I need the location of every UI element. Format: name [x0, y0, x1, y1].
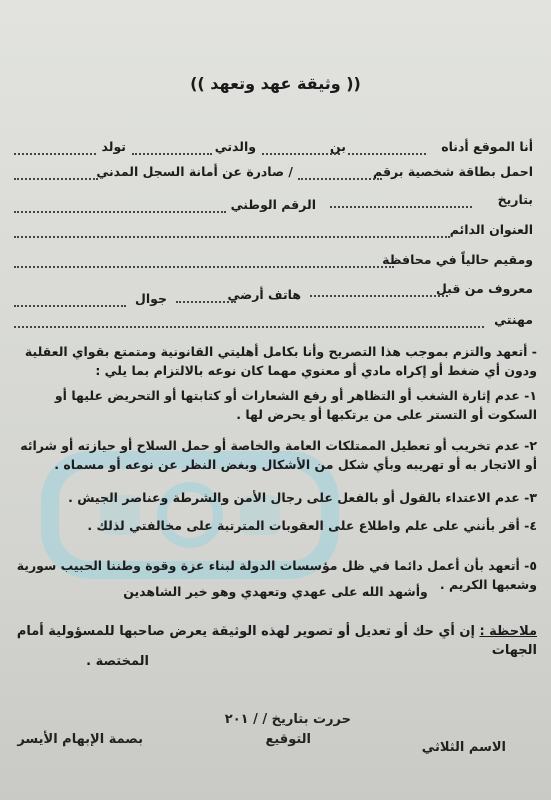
date-label: بتاريخ: [497, 192, 533, 207]
job-label: مهنتي: [494, 312, 533, 327]
commitment-item-1: ١- عدم إثارة الشغب أو التظاهر أو رفع الشعارات أو كتابتها أو التحريض عليها أو السكوت أو التستر على من يرتكبها أو يحرض لها .: [54, 388, 537, 422]
signer-label: أنا الموقع أدناه: [441, 139, 533, 154]
registry-blank: [14, 178, 98, 180]
commitment-item-3: ٣- عدم الاعتداء بالقول أو بالفعل على رجال الأمن والشرطة وعناصر الجيش .: [68, 490, 537, 505]
commitment-item-2: ٢- عدم تخريب أو تعطيل الممتلكات العامة والخاصة أو حمل السلاح أو حيازته أو شرائه أو الاتجار به أو تهريبه وبأي شكل من الأشكال وبغض النظر عن نوعه أو مسماه .: [20, 438, 537, 472]
issued-label: / صادرة عن أمانة السجل المدني: [96, 164, 293, 179]
address-blank: [14, 236, 450, 238]
commitment-item-5: ٥- أتعهد بأن أعمل دائما في ظل مؤسسات الدولة لبناء عزة وقوة وطننا الحبيب سورية وشعبها الكريم .: [16, 558, 537, 592]
note-text-continued: المختصة .: [86, 654, 149, 669]
residing-label: ومقيم حالياً في محافظة: [382, 252, 533, 267]
date-blank: [330, 206, 472, 208]
father-blank: [262, 153, 340, 155]
known-by-blank: [310, 295, 448, 297]
signature-label: التوقيع: [265, 732, 311, 747]
name-blank: [348, 153, 426, 155]
thumbprint-label: بصمة الإبهام الأيسر: [17, 732, 143, 747]
national-no-blank: [14, 211, 226, 213]
landline-blank: [176, 301, 236, 303]
residence-blank: [14, 266, 394, 268]
mobile-blank: [14, 305, 126, 307]
document-title: (( وثيقة عهد وتعهد )): [190, 74, 361, 93]
mobile-label: جوال: [135, 291, 167, 306]
note-label: ملاحظة :: [479, 624, 537, 639]
issued-date-line: حررت بتاريخ / / ٢٠١: [224, 712, 351, 727]
full-name-label: الاسم الثلاثي: [421, 740, 506, 755]
born-label: تولد: [101, 139, 126, 154]
id-number-blank: [298, 178, 382, 180]
mother-label: والدتي: [214, 139, 256, 154]
commitment-item-4: ٤- أقر بأنني على علم واطلاع على العقوبات المترتبة على مخالفتي لذلك .: [87, 518, 537, 533]
note-text: إن أي حك أو تعديل أو تصوير لهذه الوثيقة يعرض صاحبها للمسؤولية أمام الجهات: [16, 624, 537, 658]
birth-blank: [14, 153, 96, 155]
mother-blank: [132, 153, 212, 155]
id-card-label: احمل بطاقة شخصية برقم: [373, 164, 533, 179]
job-blank: [14, 326, 484, 328]
address-label: العنوان الدائم: [449, 222, 533, 237]
national-no-label: الرقم الوطني: [230, 197, 316, 212]
intro-paragraph: - أتعهد والتزم بموجب هذا التصريح وأنا بكامل أهليتي القانونية ومتمتع بقواي العقلية ودون أي ضغط أو إكراه مادي أو معنوي مهما كان نوعه بالالتزام بما يلي :: [24, 344, 537, 378]
son-of-label: بن: [330, 139, 346, 154]
landline-label: هاتف أرضي: [227, 287, 301, 302]
oath-line: وأشهد الله على عهدي وتعهدي وهو خير الشاهدين: [123, 584, 428, 599]
known-by-label: معروف من قبل: [436, 281, 533, 296]
